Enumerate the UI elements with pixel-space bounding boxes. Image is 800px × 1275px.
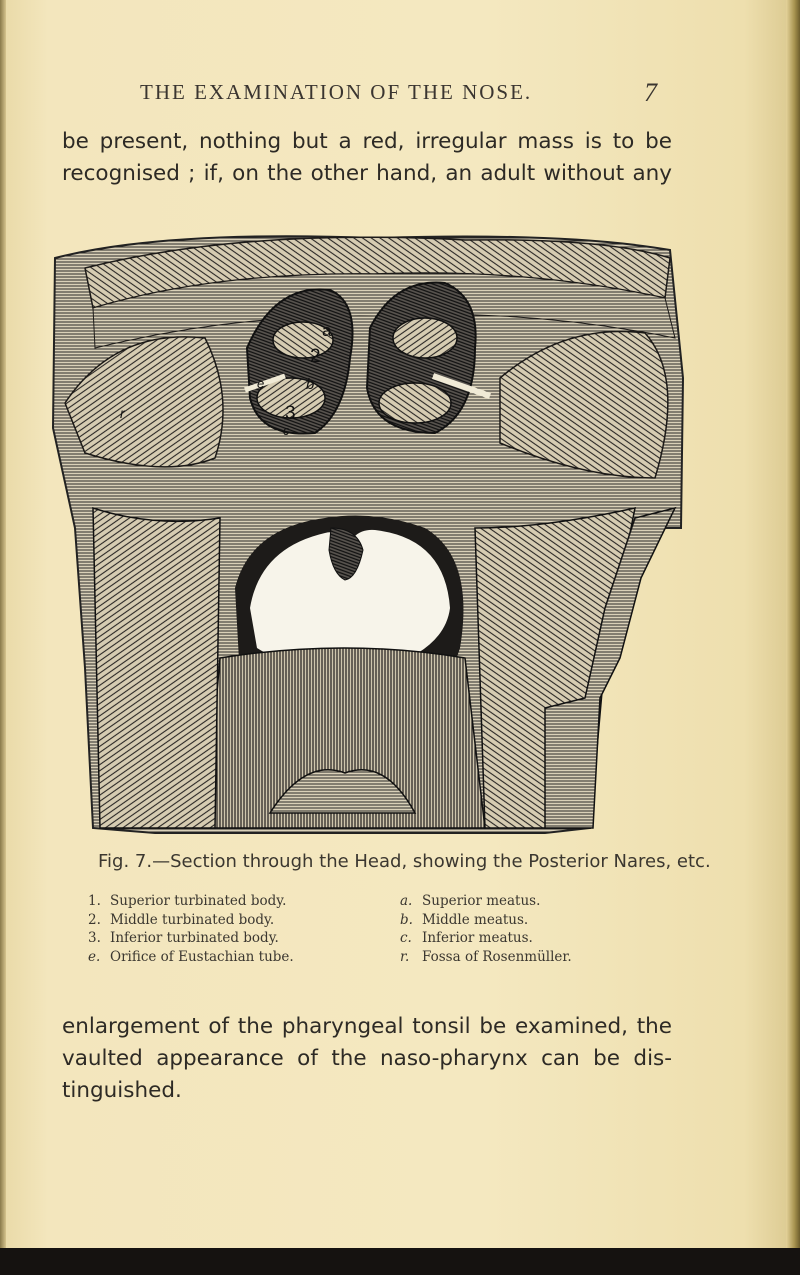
legend-column-right	[400, 893, 572, 967]
legend-text: Inferior turbinated body.	[110, 930, 279, 946]
legend-key: c.	[400, 930, 412, 946]
legend-text: Superior meatus.	[422, 893, 541, 909]
legend-key: 1.	[88, 893, 101, 909]
page-bottom-shadow	[0, 1248, 800, 1275]
legend-item	[400, 893, 572, 912]
paragraph-bottom	[62, 1011, 672, 1107]
legend-text: Fossa of Rosenmüller.	[422, 948, 572, 965]
legend-text: Orifice of Eustachian tube.	[110, 948, 294, 965]
legend-key: r.	[400, 948, 410, 965]
page-right-edge	[786, 0, 800, 1275]
anatomical-figure	[45, 228, 685, 838]
text-line: vaulted appearance of the naso-pharynx can be dis-	[62, 1046, 672, 1071]
label-e: e	[257, 376, 265, 391]
legend-item	[400, 949, 572, 968]
running-head	[0, 78, 800, 108]
legend-text: Superior turbinated body.	[110, 893, 287, 909]
legend-text: Middle meatus.	[422, 911, 529, 928]
text-line: be present, nothing but a red, irregular mass is to be	[62, 129, 672, 154]
legend-key: 2.	[88, 911, 101, 928]
label-a: a	[322, 321, 332, 340]
legend-item	[88, 930, 294, 949]
legend-key: b.	[400, 911, 413, 928]
label-b: b	[306, 376, 315, 393]
page-left-edge	[0, 0, 6, 1275]
label-c: c	[283, 423, 290, 438]
legend-text: Middle turbinated body.	[110, 911, 275, 928]
label-r: r	[120, 405, 125, 421]
label-2: 2	[310, 346, 321, 367]
legend-key: e.	[88, 948, 101, 965]
legend-item	[88, 893, 294, 912]
label-3: 3	[285, 403, 296, 424]
legend-text: Inferior meatus.	[422, 930, 533, 946]
legend-item	[400, 912, 572, 931]
page-number: 7	[644, 78, 657, 107]
legend-key: a.	[400, 893, 413, 909]
legend-item	[88, 912, 294, 931]
text-line: tinguished.	[62, 1078, 182, 1103]
text-line: recognised ; if, on the other hand, an adult without any	[62, 161, 672, 186]
figure-caption: Fig. 7.—Section through the Head, showing the Posterior Nares, etc.	[98, 851, 711, 872]
legend-item	[400, 930, 572, 949]
legend-column-left	[88, 893, 294, 967]
legend-key: 3.	[88, 930, 101, 946]
running-head-title: THE EXAMINATION OF THE NOSE.	[140, 80, 533, 104]
text-line: enlargement of the pharyngeal tonsil be examined, the	[62, 1014, 672, 1039]
paragraph-top	[62, 126, 672, 190]
legend-item	[88, 949, 294, 968]
